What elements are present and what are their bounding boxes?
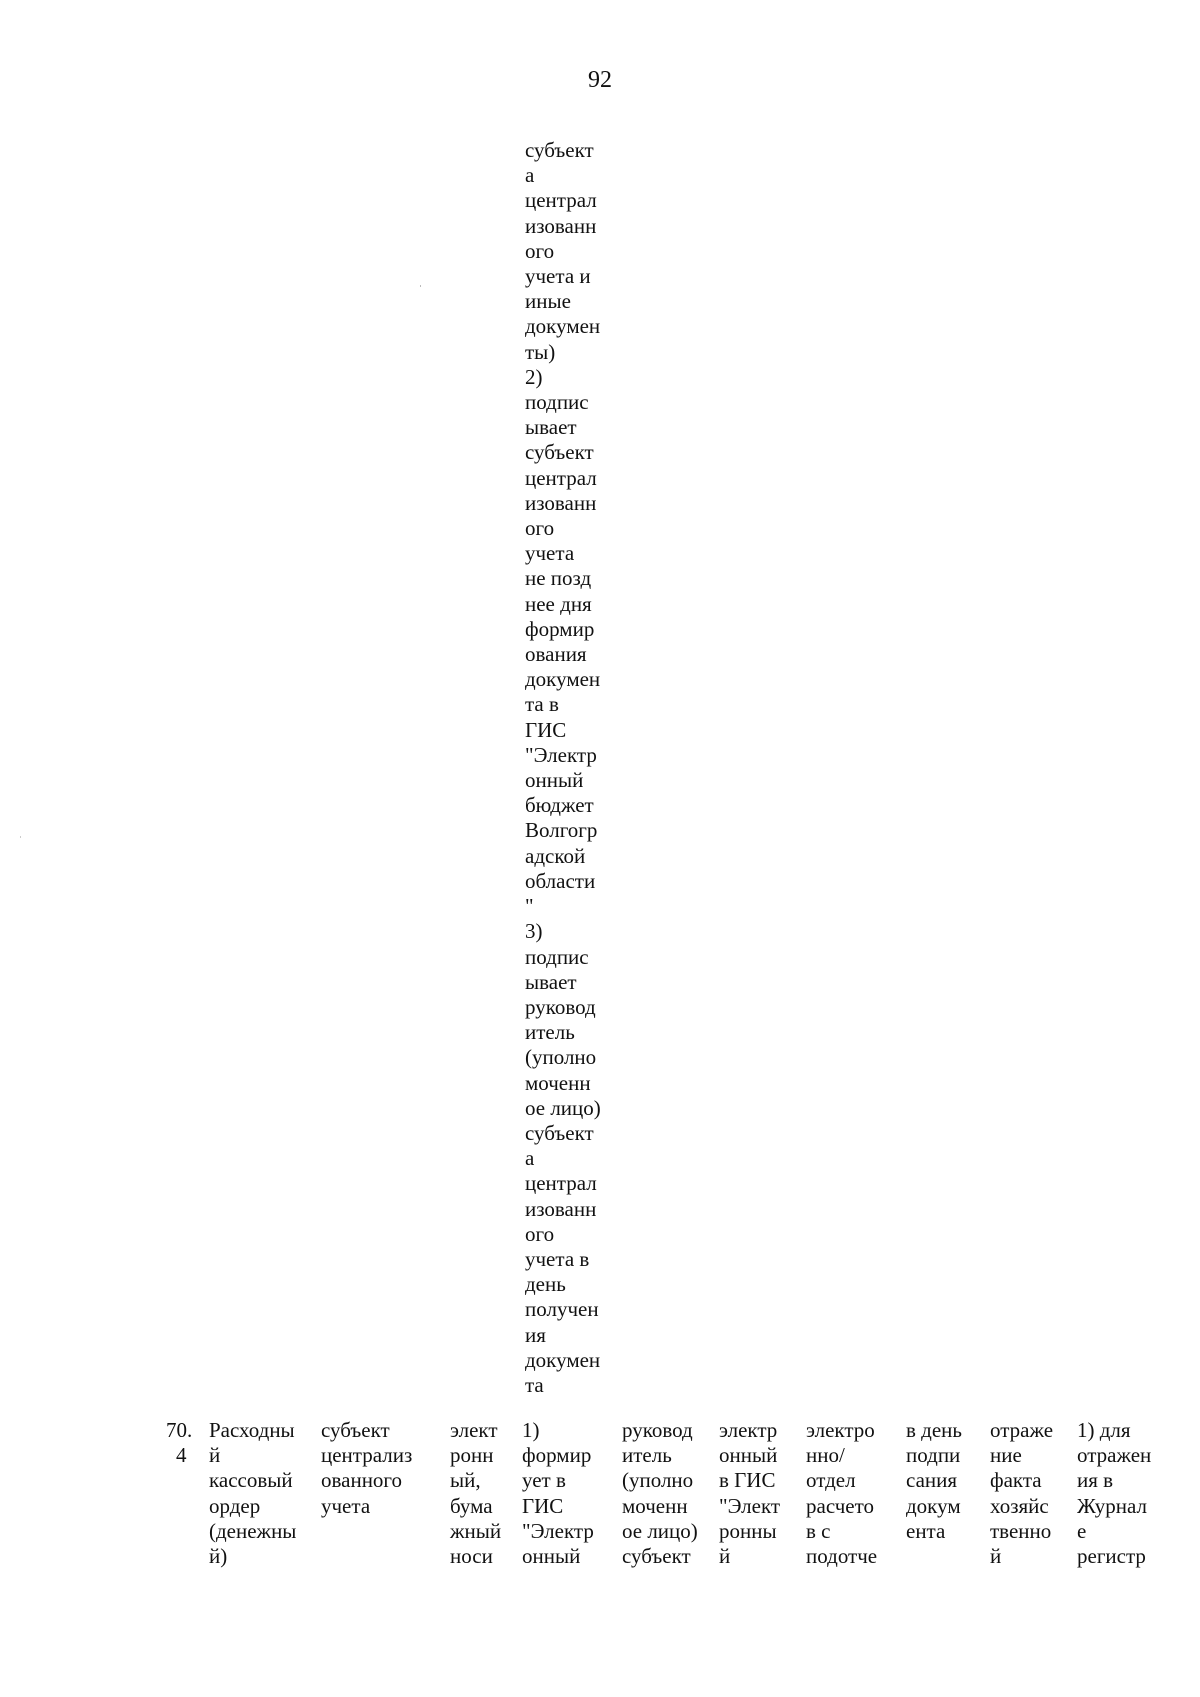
- purpose-cell: отраже ние факта хозяйс твенно й: [990, 1418, 1054, 1569]
- table-row: [0, 1418, 1200, 1578]
- storage-cell: электр онный в ГИС "Элект ронны й: [719, 1418, 781, 1569]
- note-cell: 1) для отражен ия в Журнал е регистр: [1077, 1418, 1152, 1569]
- continued-table-cell: субъект а централ изованн ого учета и иные докумен ты) 2) подпис ывает субъект централ изованн ого учета не позд нее дня формир ования докумен та в ГИС "Электр онный бюджет Волгогр адской области " 3) подпис ывает руковод итель (уполно моченн ое лицо) субъект а централ изованн ого учета в день получен ия докумен та: [525, 138, 601, 1397]
- document-name-cell: Расходны й кассовый ордер (денежны й): [209, 1418, 297, 1569]
- scan-speck: [20, 836, 21, 838]
- responsible-cell: субъект централиз ованного учета: [321, 1418, 413, 1518]
- page-number: 92: [588, 67, 612, 93]
- term-cell: в день подпи сания докум ента: [906, 1418, 962, 1543]
- row-number: 70.: [166, 1418, 193, 1442]
- sending-cell: электро нно/ отдел расчето в с подотче: [806, 1418, 878, 1569]
- form-cell: элект ронн ый, бума жный носи: [450, 1418, 502, 1569]
- scan-speck: [420, 285, 421, 287]
- row-number-suffix: 4: [176, 1443, 187, 1467]
- signer-cell: руковод итель (уполно моченн ое лицо) субъект: [622, 1418, 698, 1569]
- procedure-cell: 1) формир ует в ГИС "Электр онный: [522, 1418, 594, 1569]
